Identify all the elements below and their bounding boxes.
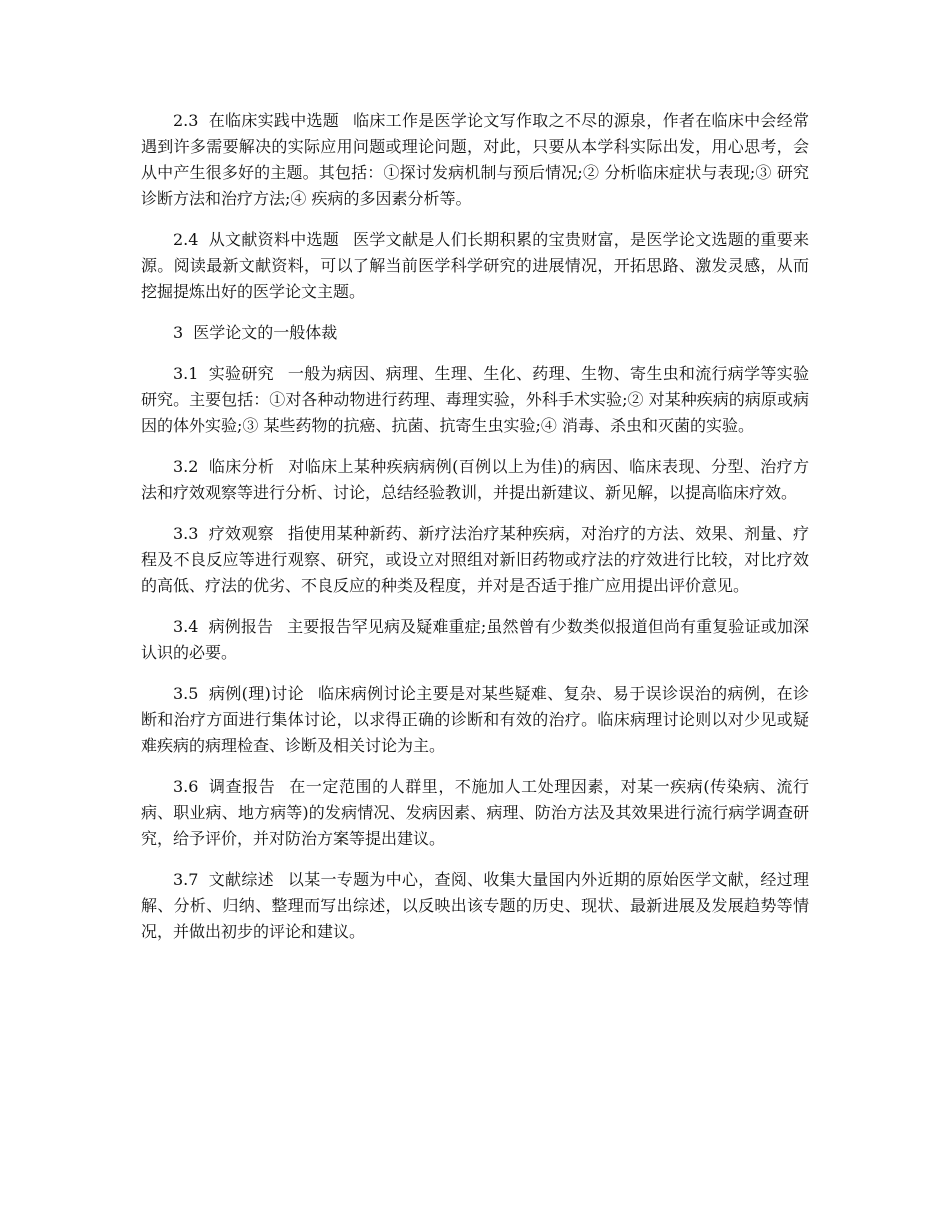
section-body: 主要报告罕见病及疑难重症;虽然曾有少数类似报道但尚有重复验证或加深认识的必要。 — [141, 617, 809, 662]
section-title: 疗效观察 — [208, 524, 274, 543]
section-body: 临床工作是医学论文写作取之不尽的源泉，作者在临床中会经常遇到许多需要解决的实际应用问题或理论问题，对此，只要从本学科实际出发，用心思考，会从中产生很多好的主题。其包括：①探讨发病机制与预后情况;② 分析临床症状与表现;③ 研究诊断方法和治疗方法;④ 疾病的多因素分析等。 — [141, 111, 809, 208]
section-body: 对临床上某种疾病病例(百例以上为佳)的病因、临床表现、分型、治疗方法和疗效观察等进行分析、讨论，总结经验教训，并提出新建议、新见解，以提高临床疗效。 — [141, 457, 809, 502]
section-3-heading — [141, 320, 809, 346]
section-number: 2.3 — [173, 111, 199, 130]
section-title: 从文献资料中选题 — [208, 230, 340, 249]
section-number: 3.4 — [173, 617, 199, 636]
section-3-5 — [141, 681, 809, 759]
section-body: 在一定范围的人群里，不施加人工处理因素，对某一疾病(传染病、流行病、职业病、地方病等)的发病情况、发病因素、病理、防治方法及其效果进行流行病学调查研究，给予评价，并对防治方案等提出建议。 — [141, 777, 809, 848]
section-title: 实验研究 — [208, 364, 274, 383]
section-title: 在临床实践中选题 — [208, 111, 340, 130]
section-3-3 — [141, 521, 809, 599]
section-number: 3.3 — [173, 524, 199, 543]
section-number: 3.6 — [173, 777, 199, 796]
section-3-7 — [141, 867, 809, 945]
section-body: 指使用某种新药、新疗法治疗某种疾病，对治疗的方法、效果、剂量、疗程及不良反应等进行观察、研究，或设立对照组对新旧药物或疗法的疗效进行比较，对比疗效的高低、疗法的优劣、不良反应的种类及程度，并对是否适于推广应用提出评价意见。 — [141, 524, 809, 595]
section-2-3 — [141, 108, 809, 212]
section-number: 3.7 — [173, 870, 199, 889]
section-3-2 — [141, 454, 809, 506]
section-title: 文献综述 — [208, 870, 274, 889]
section-2-4 — [141, 227, 809, 305]
section-number: 3.1 — [173, 364, 199, 383]
section-3-4 — [141, 614, 809, 666]
section-number: 3.2 — [173, 457, 199, 476]
section-body: 一般为病因、病理、生理、生化、药理、生物、寄生虫和流行病学等实验研究。主要包括：①对各种动物进行药理、毒理实验，外科手术实验;② 对某种疾病的病原或病因的体外实验;③ 某些药物的抗癌、抗菌、抗寄生虫实验;④ 消毒、杀虫和灭菌的实验。 — [141, 364, 809, 435]
section-title: 病例(理)讨论 — [208, 684, 304, 703]
section-number: 3.5 — [173, 684, 199, 703]
document-page — [141, 108, 809, 960]
section-3-6 — [141, 774, 809, 852]
section-body: 以某一专题为中心，查阅、收集大量国内外近期的原始医学文献，经过理解、分析、归纳、整理而写出综述，以反映出该专题的历史、现状、最新进展及发展趋势等情况，并做出初步的评论和建议。 — [141, 870, 809, 941]
section-number: 2.4 — [173, 230, 199, 249]
section-title: 调查报告 — [208, 777, 276, 796]
section-number: 3 — [173, 323, 184, 342]
section-title: 临床分析 — [208, 457, 275, 476]
section-title: 医学论文的一般体裁 — [193, 323, 338, 342]
section-3-1 — [141, 361, 809, 439]
section-body: 临床病例讨论主要是对某些疑难、复杂、易于误诊误治的病例，在诊断和治疗方面进行集体讨论，以求得正确的诊断和有效的治疗。临床病理讨论则以对少见或疑难疾病的病理检查、诊断及相关讨论为主。 — [141, 684, 809, 755]
section-title: 病例报告 — [208, 617, 274, 636]
section-body: 医学文献是人们长期积累的宝贵财富，是医学论文选题的重要来源。阅读最新文献资料，可以了解当前医学科学研究的进展情况，开拓思路、激发灵感，从而挖掘提炼出好的医学论文主题。 — [141, 230, 809, 301]
